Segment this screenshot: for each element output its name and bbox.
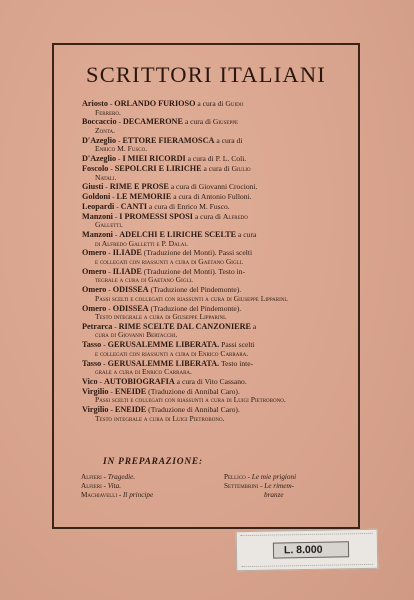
in-preparation-item (81, 491, 221, 500)
book-entry (82, 203, 360, 212)
entry-dash: - (108, 405, 115, 415)
entry-details: a cura di Enrico M. Fusco. (147, 201, 230, 211)
book-entry (82, 231, 360, 248)
prep-dash: - (101, 473, 108, 481)
entry-continuation: Ferrero. (95, 107, 121, 117)
in-preparation-item (224, 482, 364, 491)
entry-author: Boccaccio (82, 117, 117, 127)
entry-continuation: Testo integrale a cura di Giuseppe Lipparini. (95, 312, 227, 322)
entry-title: AUTOBIOGRAFIA (103, 377, 175, 386)
entry-details: a cura di Antonio Fulloni. (171, 192, 252, 202)
entry-dash: - (103, 182, 110, 192)
book-entry (82, 286, 360, 303)
cover-frame (52, 43, 360, 529)
in-preparation-left-column (81, 473, 221, 500)
entry-continuation: cura di Giovanni Bertacchi. (95, 330, 178, 340)
entry-dash: - (106, 303, 113, 313)
entry-details: (Traduzione di Annibal Caro). (146, 405, 240, 415)
book-entry (82, 323, 360, 340)
book-entry (82, 193, 360, 202)
entry-editor: Giuseppe (212, 117, 239, 127)
entry-details: a cura di Vito Cassano. (174, 377, 247, 386)
entry-details: a cura di (214, 135, 243, 145)
prep-title: Tragedie. (107, 473, 136, 481)
entry-title: I PROMESSI SPOSI (119, 211, 193, 221)
entry-continuation: grale a cura di Enrico Carrara. (95, 367, 192, 377)
prep-author: Machiavelli (81, 491, 118, 499)
entry-continuation: Enrico M. Fusco. (95, 144, 148, 154)
entry-author: Petrarca (82, 321, 113, 331)
entry-continuation: Zonta. (95, 125, 116, 135)
entry-title: DECAMERONE (122, 117, 183, 127)
entry-author: Goldoni (82, 192, 111, 202)
prep-author: Pellico (224, 473, 246, 481)
book-entry (82, 360, 360, 377)
entry-author: Omero (82, 285, 107, 295)
book-entry (82, 249, 360, 266)
entry-details: a cura di P. L. Coli. (185, 154, 247, 164)
entry-author: Vico (82, 377, 98, 386)
entry-dash: - (112, 321, 119, 331)
entry-author: Tasso (82, 340, 102, 350)
entry-dash: - (116, 117, 123, 127)
entry-author: D'Azeglio (82, 154, 117, 164)
entry-title: ODISSEA (112, 285, 149, 295)
entry-title: ADELCHI E LIRICHE SCELTE (119, 230, 237, 239)
entry-author: Leopardi (82, 201, 115, 211)
entry-continuation: Galletti. (95, 220, 123, 230)
entry-title: LE MEMORIE (116, 192, 172, 202)
prep-dash: - (258, 482, 265, 490)
entry-dash: - (101, 340, 108, 350)
book-entry (82, 165, 360, 182)
entry-details: a cura di (182, 117, 213, 127)
entry-dash: - (114, 201, 121, 211)
entry-author: Omero (82, 303, 107, 313)
prep-dash: - (245, 473, 252, 481)
prep-author: Alfieri (81, 473, 102, 481)
entry-title: RIME E PROSE (109, 182, 169, 192)
price-tag: L. 8.000 (273, 541, 349, 558)
entry-dash: - (106, 266, 113, 276)
entry-continuation: Testo integrale a cura di Luigi Pietrobono. (95, 413, 225, 423)
entry-dash: - (112, 211, 120, 221)
in-preparation-item (81, 473, 221, 482)
entry-editor: Alfredo (222, 211, 248, 221)
entry-dash: - (110, 192, 117, 202)
entry-dash: - (116, 154, 123, 164)
in-preparation-heading: IN PREPARAZIONE: (103, 457, 203, 467)
entry-continuation: Passi scelti e collegati con riassunti a cura di Luigi Pietrobono. (95, 395, 286, 405)
book-entry (82, 183, 360, 192)
entry-author: Virgilio (82, 386, 109, 396)
entry-continuation: Passi scelti e collegati con riassunti a cura di Giuseppe Lipparini. (95, 293, 288, 303)
prep-dash: - (117, 491, 124, 499)
book-entry (82, 388, 360, 405)
entry-continuation: tegrale a cura di Gaetano Gigli. (95, 275, 194, 285)
entry-title: RIME SCELTE DAL CANZONIERE (118, 321, 251, 331)
entry-details: a cura di Giovanni Crocioni. (168, 182, 258, 192)
entry-details: (Traduzione del Pindemonte). (148, 303, 242, 313)
entry-details: a cura di (201, 163, 232, 173)
series-title: SCRITTORI ITALIANI (86, 62, 326, 87)
book-entry (82, 341, 360, 358)
entry-details: a cura di (192, 211, 223, 221)
prep-dash: - (101, 482, 108, 490)
in-preparation-item (224, 491, 364, 500)
entry-title: ETTORE FIERAMOSCA (122, 135, 215, 145)
entry-title: ILIADE (112, 266, 142, 276)
prep-author: Alfieri (81, 482, 102, 490)
entry-dash: - (108, 163, 115, 173)
entry-details: (Traduzione di Annibal Caro). (146, 386, 240, 396)
entry-title: GERUSALEMME LIBERATA. (107, 358, 220, 368)
prep-title: Vita. (107, 482, 121, 490)
entry-author: Omero (82, 266, 107, 276)
entry-details: (Traduzione del Pindemonte). (148, 285, 242, 295)
entry-title: ENEIDE (114, 386, 147, 396)
book-entry (82, 406, 360, 423)
entry-author: Manzoni (82, 211, 113, 221)
price-sticker (236, 529, 379, 571)
in-preparation-right-column (224, 473, 364, 500)
prep-title: Le mie prigioni (251, 473, 297, 481)
entry-dash: - (106, 285, 113, 295)
entry-title: ODISSEA (112, 303, 149, 313)
book-entry (82, 155, 360, 164)
entry-title: ILIADE (112, 248, 142, 258)
entry-dash: - (106, 248, 113, 258)
entry-continuation: e collegati con riassunti a cura di Gaetano Gigli. (95, 256, 244, 266)
entry-title: ENEIDE (114, 405, 147, 415)
entry-author: Omero (82, 248, 107, 258)
book-entry (82, 118, 360, 135)
entry-title: I MIEI RICORDI (122, 154, 186, 164)
entry-dash: - (107, 99, 115, 108)
entry-continuation: e collegati con riassunti a cura di Enrico Carrara. (95, 348, 249, 358)
book-entry (82, 378, 360, 387)
entry-details: a (250, 321, 257, 331)
entry-continuation: Natali. (95, 172, 117, 182)
entry-title: ORLANDO FURIOSO (114, 99, 196, 108)
in-preparation-item (81, 482, 221, 491)
entry-details: Passi scelti (219, 340, 255, 350)
entry-continuation: di Alfredo Galletti e P. Dalai. (95, 238, 188, 248)
entry-dash: - (101, 358, 108, 368)
entry-author: Manzoni (82, 230, 113, 239)
entry-author: Foscolo (82, 163, 109, 173)
entry-title: SEPOLCRI E LIRICHE (114, 163, 202, 173)
entry-details: a cura di (195, 99, 226, 108)
book-list (82, 100, 360, 425)
entry-editor: Guido (225, 99, 244, 108)
prep-author: Settembrini (224, 482, 259, 490)
entry-author: Giusti (82, 182, 104, 192)
book-entry (82, 213, 360, 230)
entry-dash: - (108, 386, 115, 396)
entry-author: Tasso (82, 358, 102, 368)
prep-title: Le rimem- (264, 482, 295, 490)
book-entry (82, 305, 360, 322)
entry-details: (Traduzione del Monti). Testo in- (141, 266, 246, 276)
entry-author: D'Azeglio (82, 135, 117, 145)
entry-dash: - (112, 230, 120, 239)
entry-dash: - (116, 135, 123, 145)
entry-details: Testo inte- (219, 358, 254, 368)
prep-title: Il principe (123, 491, 154, 499)
entry-author: Ariosto (82, 99, 108, 108)
book-entry (82, 100, 360, 117)
entry-details: (Traduzione del Monti). Passi scelti (141, 248, 253, 258)
prep-title: branze (264, 491, 284, 499)
entry-title: CANTI (120, 201, 148, 211)
entry-title: GERUSALEMME LIBERATA. (107, 340, 220, 350)
book-entry (82, 137, 360, 154)
entry-editor: Giulio (231, 163, 251, 173)
entry-details: a cura (236, 230, 257, 239)
entry-dash: - (97, 377, 104, 386)
book-entry (82, 268, 360, 285)
entry-author: Virgilio (82, 405, 109, 415)
in-preparation-item (224, 473, 364, 482)
